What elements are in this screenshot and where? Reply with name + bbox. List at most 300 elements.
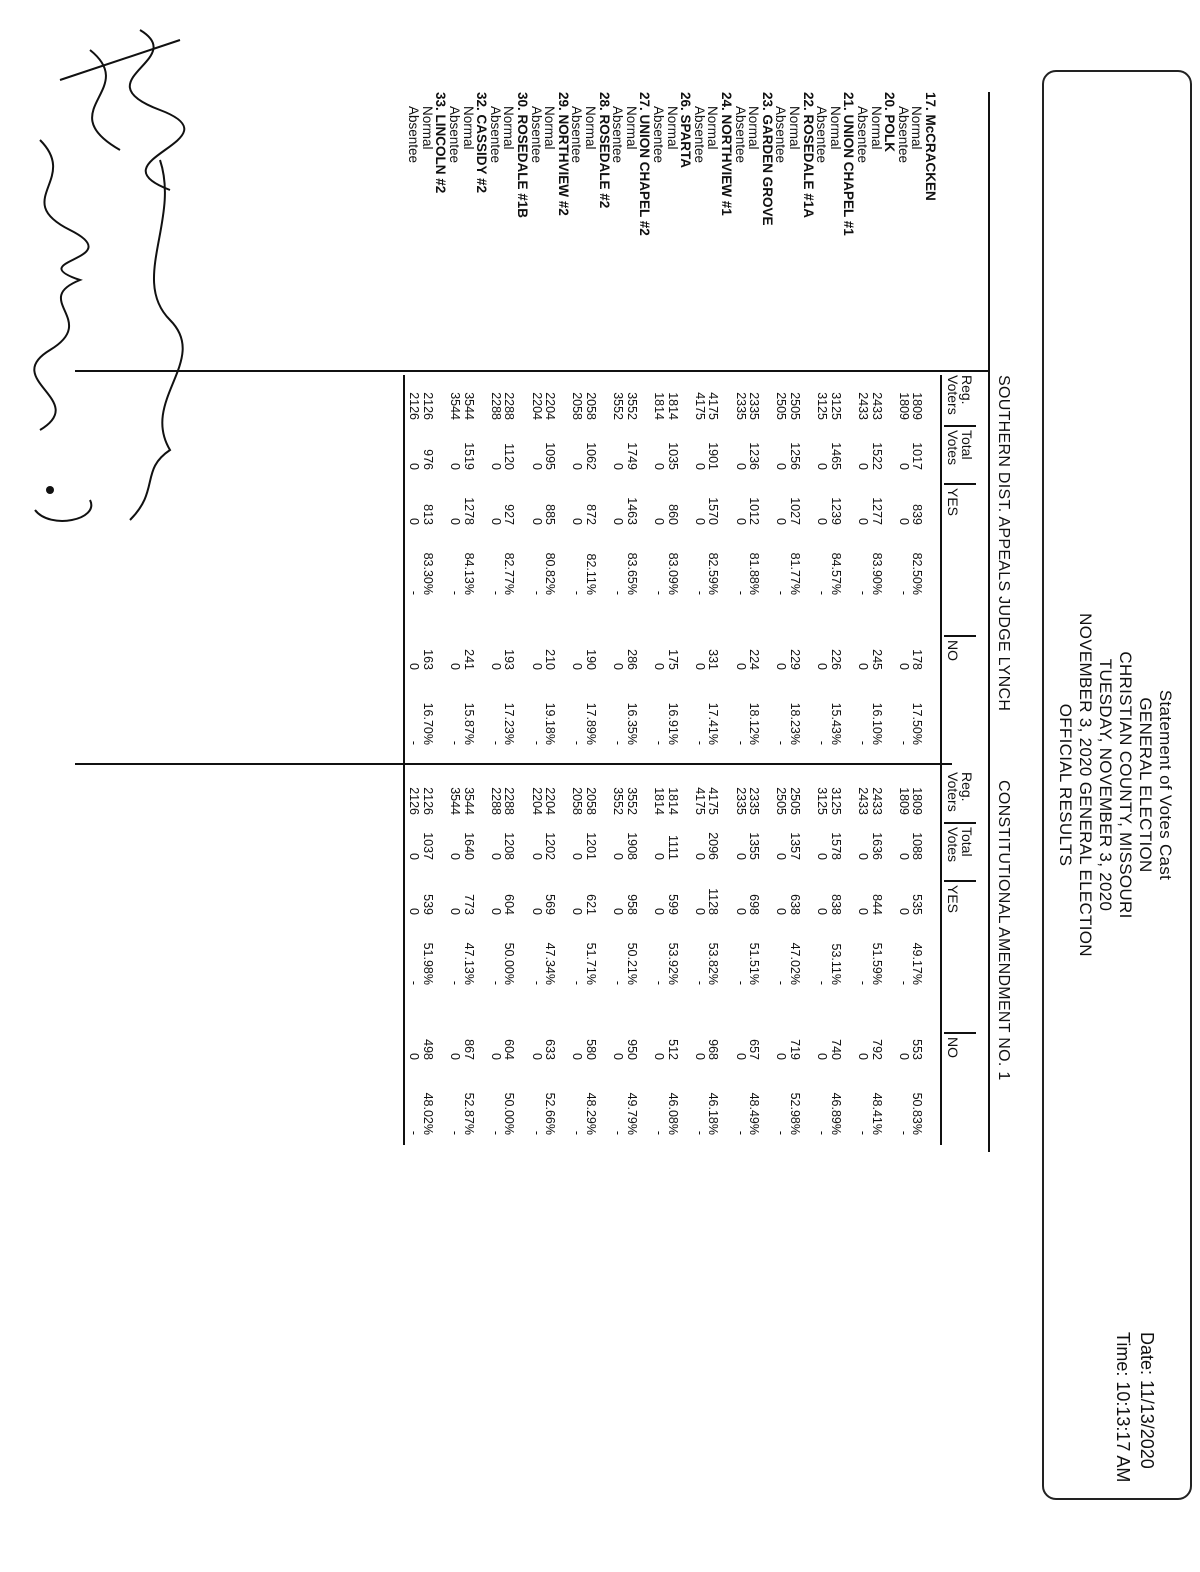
judge-lynch-no-votes: 0 bbox=[652, 663, 666, 670]
judge-lynch-no-percent: - bbox=[529, 740, 544, 745]
amendment-1-reg-voters: 3125 bbox=[828, 787, 843, 815]
amendment-1-no-votes: 719 bbox=[788, 1039, 802, 1060]
judge-lynch-yes-percent: - bbox=[570, 590, 585, 595]
judge-lynch-no-percent: - bbox=[570, 740, 585, 745]
amendment-1-reg-voters: 1814 bbox=[652, 787, 666, 815]
judge-lynch-yes-votes: 1463 bbox=[624, 497, 639, 525]
judge-lynch-yes-percent: 82.77% bbox=[502, 552, 517, 595]
amendment-1-yes-votes: 958 bbox=[624, 894, 639, 915]
judge-lynch-yes-votes: 0 bbox=[856, 518, 870, 525]
judge-lynch-reg-voters: 4175 bbox=[692, 392, 707, 420]
judge-lynch-no-votes: 226 bbox=[828, 649, 843, 670]
judge-lynch-total-votes: 1522 bbox=[869, 442, 884, 470]
judge-lynch-no-percent: 15.87% bbox=[461, 702, 476, 745]
judge-lynch-no-percent: - bbox=[733, 740, 748, 745]
judge-lynch-no-votes: 245 bbox=[869, 649, 884, 670]
amendment-1-no-percent: - bbox=[774, 1130, 789, 1135]
judge-lynch-yes-votes: 0 bbox=[692, 518, 707, 525]
amendment-1-reg-voters: 2058 bbox=[570, 787, 585, 815]
amendment-1-reg-voters: 1814 bbox=[665, 787, 680, 815]
amendment-1-yes-percent: - bbox=[652, 980, 666, 985]
judge-lynch-total-votes: 1017 bbox=[910, 442, 925, 470]
amendment-1-total-votes: 1357 bbox=[788, 832, 802, 860]
judge-lynch-yes-percent: - bbox=[611, 590, 626, 595]
election-day: TUESDAY, NOVEMBER 3, 2020 bbox=[1096, 658, 1115, 912]
amendment-1-total-votes: 0 bbox=[611, 853, 626, 860]
contest-title-judge-lynch: SOUTHERN DIST. APPEALS JUDGE LYNCH bbox=[995, 375, 1012, 712]
judge-lynch-yes-votes: 1012 bbox=[747, 497, 762, 525]
amendment-1-total-votes: 1111 bbox=[665, 834, 680, 860]
amendment-1-no-percent: 48.02% bbox=[420, 1092, 435, 1135]
amendment-1-no-percent: 48.29% bbox=[584, 1092, 598, 1135]
judge-lynch-total-votes: 0 bbox=[529, 463, 544, 470]
amendment-1-yes-votes: 621 bbox=[584, 894, 598, 915]
amendment-1-no-percent: 52.87% bbox=[461, 1092, 476, 1135]
handwritten-signatures bbox=[0, 20, 200, 540]
judge-lynch-yes-votes: 0 bbox=[733, 518, 748, 525]
contest1-header-voters: Voters bbox=[945, 375, 961, 415]
amendment-1-no-percent: 52.66% bbox=[543, 1092, 558, 1135]
judge-lynch-no-votes: 0 bbox=[611, 663, 626, 670]
amendment-1-total-votes: 0 bbox=[815, 853, 830, 860]
judge-lynch-yes-percent: 83.09% bbox=[665, 552, 680, 595]
judge-lynch-total-votes: 1236 bbox=[747, 442, 762, 470]
judge-lynch-yes-votes: 0 bbox=[448, 518, 462, 525]
judge-lynch-total-votes: 0 bbox=[488, 463, 503, 470]
judge-lynch-reg-voters: 2433 bbox=[869, 392, 884, 420]
judge-lynch-no-percent: - bbox=[856, 740, 870, 745]
judge-lynch-reg-voters: 2288 bbox=[488, 392, 503, 420]
judge-lynch-yes-votes: 0 bbox=[896, 518, 911, 525]
amendment-1-yes-percent: - bbox=[774, 980, 789, 985]
judge-lynch-reg-voters: 1809 bbox=[910, 392, 925, 420]
judge-lynch-no-percent: 16.70% bbox=[420, 702, 435, 745]
amendment-1-no-percent: 48.41% bbox=[869, 1092, 884, 1135]
row-label-absentee: Absentee bbox=[691, 106, 707, 164]
judge-lynch-no-percent: 16.91% bbox=[665, 702, 680, 745]
judge-lynch-total-votes: 0 bbox=[856, 463, 870, 470]
judge-lynch-total-votes: 1465 bbox=[828, 442, 843, 470]
judge-lynch-reg-voters: 1809 bbox=[896, 392, 911, 420]
judge-lynch-no-votes: 163 bbox=[420, 649, 435, 670]
judge-lynch-yes-percent: - bbox=[815, 590, 830, 595]
judge-lynch-yes-percent: - bbox=[652, 590, 666, 595]
amendment-1-no-percent: 50.83% bbox=[910, 1092, 925, 1135]
judge-lynch-no-votes: 210 bbox=[543, 649, 558, 670]
judge-lynch-yes-percent: - bbox=[448, 590, 462, 595]
amendment-1-total-votes: 1208 bbox=[502, 832, 517, 860]
amendment-1-yes-percent: 47.13% bbox=[461, 942, 476, 985]
amendment-1-yes-percent: 50.21% bbox=[624, 942, 639, 985]
amendment-1-no-percent: - bbox=[488, 1130, 503, 1135]
judge-lynch-total-votes: 976 bbox=[420, 449, 435, 470]
judge-lynch-yes-percent: - bbox=[856, 590, 870, 595]
judge-lynch-total-votes: 1256 bbox=[788, 442, 802, 470]
judge-lynch-no-votes: 0 bbox=[692, 663, 707, 670]
judge-lynch-reg-voters: 2335 bbox=[747, 392, 762, 420]
amendment-1-no-votes: 792 bbox=[869, 1039, 884, 1060]
judge-lynch-yes-percent: 81.88% bbox=[747, 552, 762, 595]
judge-lynch-yes-votes: 0 bbox=[570, 518, 585, 525]
judge-lynch-total-votes: 0 bbox=[407, 463, 422, 470]
amendment-1-yes-percent: - bbox=[733, 980, 748, 985]
contest2-header-votes: Votes bbox=[945, 827, 961, 863]
row-label-absentee: Absentee bbox=[569, 106, 585, 164]
contest-title-amendment-1: CONSTITUTIONAL AMENDMENT NO. 1 bbox=[995, 780, 1012, 1081]
amendment-1-no-percent: - bbox=[529, 1130, 544, 1135]
judge-lynch-reg-voters: 2126 bbox=[420, 392, 435, 420]
judge-lynch-no-votes: 0 bbox=[896, 663, 911, 670]
amendment-1-total-votes: 0 bbox=[856, 853, 870, 860]
amendment-1-no-votes: 0 bbox=[733, 1053, 748, 1060]
amendment-1-no-percent: 50.00% bbox=[502, 1092, 517, 1135]
judge-lynch-yes-percent: 80.82% bbox=[543, 552, 558, 595]
contest2-header-sep-c bbox=[944, 1032, 976, 1034]
judge-lynch-yes-percent: 82.11% bbox=[584, 553, 598, 595]
amendment-1-yes-percent: 53.82% bbox=[706, 942, 721, 985]
judge-lynch-total-votes: 1749 bbox=[624, 442, 639, 470]
judge-lynch-no-votes: 331 bbox=[706, 649, 721, 670]
amendment-1-yes-votes: 1128 bbox=[706, 888, 721, 915]
judge-lynch-reg-voters: 2505 bbox=[788, 392, 802, 420]
report-date: Date: 11/13/2020 bbox=[1137, 1332, 1157, 1469]
amendment-1-no-percent: 52.98% bbox=[788, 1092, 802, 1135]
judge-lynch-total-votes: 0 bbox=[733, 463, 748, 470]
row-label-normal: Normal bbox=[460, 106, 476, 150]
judge-lynch-no-percent: 17.50% bbox=[910, 702, 925, 745]
election-name: GENERAL ELECTION bbox=[1136, 697, 1155, 873]
amendment-1-reg-voters: 4175 bbox=[706, 787, 721, 815]
judge-lynch-no-percent: - bbox=[774, 740, 789, 745]
amendment-1-yes-votes: 0 bbox=[529, 908, 544, 915]
contest2-header-yes: YES bbox=[945, 885, 961, 914]
amendment-1-yes-votes: 0 bbox=[652, 908, 666, 915]
precinct-name: 32. CASSIDY #2 bbox=[474, 92, 490, 194]
judge-lynch-yes-votes: 1278 bbox=[461, 497, 476, 525]
judge-lynch-yes-percent: 83.30% bbox=[420, 552, 435, 595]
amendment-1-yes-percent: - bbox=[407, 980, 422, 985]
amendment-1-no-votes: 553 bbox=[910, 1039, 925, 1060]
judge-lynch-yes-votes: 1277 bbox=[869, 497, 884, 525]
amendment-1-no-percent: 46.08% bbox=[665, 1092, 680, 1135]
judge-lynch-no-votes: 0 bbox=[448, 663, 462, 670]
precinct-name: 33. LINCOLN #2 bbox=[433, 92, 449, 194]
amendment-1-no-votes: 0 bbox=[570, 1053, 585, 1060]
amendment-1-reg-voters: 2204 bbox=[529, 787, 544, 815]
amendment-1-yes-percent: 51.51% bbox=[747, 942, 762, 985]
amendment-1-no-percent: - bbox=[815, 1130, 830, 1135]
amendment-1-no-percent: 48.49% bbox=[747, 1092, 762, 1135]
judge-lynch-yes-percent: - bbox=[692, 590, 707, 595]
amendment-1-yes-percent: - bbox=[896, 980, 911, 985]
amendment-1-reg-voters: 3544 bbox=[461, 787, 476, 815]
judge-lynch-yes-percent: 83.90% bbox=[869, 552, 884, 595]
amendment-1-yes-votes: 773 bbox=[461, 894, 476, 915]
precinct-name: 20. POLK bbox=[882, 92, 898, 153]
amendment-1-reg-voters: 2433 bbox=[869, 787, 884, 815]
amendment-1-yes-percent: 53.92% bbox=[665, 942, 680, 985]
judge-lynch-yes-votes: 0 bbox=[652, 518, 666, 525]
amendment-1-total-votes: 1636 bbox=[869, 832, 884, 860]
judge-lynch-no-percent: 18.23% bbox=[788, 702, 802, 745]
judge-lynch-total-votes: 0 bbox=[570, 463, 585, 470]
judge-lynch-no-percent: 18.12% bbox=[747, 702, 762, 745]
amendment-1-no-percent: - bbox=[611, 1130, 626, 1135]
judge-lynch-no-percent: 16.35% bbox=[624, 702, 639, 745]
judge-lynch-yes-votes: 885 bbox=[543, 504, 558, 525]
amendment-1-total-votes: 0 bbox=[529, 853, 544, 860]
contest1-header-no: NO bbox=[945, 640, 961, 661]
judge-lynch-yes-votes: 1570 bbox=[706, 497, 721, 525]
row-label-absentee: Absentee bbox=[855, 106, 870, 164]
amendment-1-no-votes: 580 bbox=[584, 1039, 598, 1060]
election-title: NOVEMBER 3, 2020 GENERAL ELECTION bbox=[1076, 613, 1095, 957]
amendment-1-reg-voters: 2126 bbox=[407, 787, 422, 815]
judge-lynch-yes-percent: - bbox=[733, 590, 748, 595]
row-label-normal: Normal bbox=[827, 106, 843, 150]
precinct-name: 27. UNION CHAPEL #2 bbox=[637, 92, 653, 236]
amendment-1-reg-voters: 2335 bbox=[747, 787, 762, 815]
amendment-1-yes-votes: 0 bbox=[896, 908, 911, 915]
amendment-1-reg-voters: 2126 bbox=[420, 787, 435, 815]
judge-lynch-yes-votes: 0 bbox=[815, 518, 830, 525]
judge-lynch-reg-voters: 3544 bbox=[461, 392, 476, 420]
judge-lynch-yes-votes: 813 bbox=[420, 504, 435, 525]
amendment-1-yes-percent: 53.11% bbox=[828, 943, 843, 985]
amendment-1-yes-percent: - bbox=[856, 980, 870, 985]
judge-lynch-yes-percent: 81.77% bbox=[788, 552, 802, 595]
judge-lynch-yes-percent: 84.13% bbox=[461, 552, 476, 595]
contest1-header-sep-b bbox=[944, 483, 976, 485]
amendment-1-yes-percent: - bbox=[570, 980, 585, 985]
amendment-1-no-votes: 498 bbox=[420, 1039, 435, 1060]
amendment-1-yes-votes: 638 bbox=[788, 894, 802, 915]
amendment-1-yes-votes: 844 bbox=[869, 894, 884, 915]
amendment-1-total-votes: 1355 bbox=[747, 832, 762, 860]
judge-lynch-no-votes: 193 bbox=[502, 649, 517, 670]
judge-lynch-yes-percent: 82.59% bbox=[706, 552, 721, 595]
amendment-1-reg-voters: 2433 bbox=[856, 787, 870, 815]
judge-lynch-yes-votes: 0 bbox=[407, 518, 422, 525]
amendment-1-reg-voters: 2204 bbox=[543, 787, 558, 815]
amendment-1-yes-votes: 0 bbox=[448, 908, 462, 915]
amendment-1-no-votes: 0 bbox=[448, 1053, 462, 1060]
judge-lynch-yes-percent: 82.50% bbox=[910, 552, 925, 595]
amendment-1-total-votes: 1037 bbox=[420, 832, 435, 860]
amendment-1-yes-votes: 0 bbox=[611, 908, 626, 915]
contest1-header-sep-c bbox=[944, 635, 976, 637]
county-name: CHRISTIAN COUNTY, MISSOURI bbox=[1116, 651, 1135, 919]
amendment-1-yes-percent: - bbox=[611, 980, 626, 985]
amendment-1-yes-percent: 47.02% bbox=[788, 942, 802, 985]
amendment-1-yes-percent: - bbox=[815, 980, 830, 985]
amendment-1-reg-voters: 3544 bbox=[448, 787, 462, 815]
amendment-1-reg-voters: 1809 bbox=[910, 787, 925, 815]
amendment-1-total-votes: 1908 bbox=[624, 832, 639, 860]
amendment-1-total-votes: 2096 bbox=[706, 832, 721, 860]
amendment-1-yes-votes: 0 bbox=[856, 908, 870, 915]
contest1-header-votes: Votes bbox=[945, 430, 961, 466]
row-label-normal: Normal bbox=[501, 106, 517, 150]
amendment-1-total-votes: 0 bbox=[407, 853, 422, 860]
judge-lynch-no-percent: - bbox=[815, 740, 830, 745]
amendment-1-no-votes: 512 bbox=[665, 1039, 680, 1060]
amendment-1-yes-percent: 49.17% bbox=[910, 942, 925, 985]
judge-lynch-no-percent: 15.43% bbox=[828, 702, 843, 745]
label-column-rule bbox=[75, 370, 990, 372]
amendment-1-yes-votes: 0 bbox=[570, 908, 585, 915]
row-label-normal: Normal bbox=[623, 106, 639, 150]
row-label-normal: Normal bbox=[909, 106, 925, 150]
amendment-1-total-votes: 1640 bbox=[461, 832, 476, 860]
judge-lynch-reg-voters: 3544 bbox=[448, 392, 462, 420]
judge-lynch-no-percent: 17.41% bbox=[706, 702, 721, 745]
judge-lynch-no-votes: 178 bbox=[910, 649, 925, 670]
amendment-1-no-votes: 657 bbox=[747, 1039, 762, 1060]
table-top-rule bbox=[989, 92, 991, 1152]
row-label-absentee: Absentee bbox=[651, 106, 666, 164]
precinct-name: 22. ROSEDALE #1A bbox=[800, 92, 816, 219]
amendment-1-yes-percent: 51.59% bbox=[869, 942, 884, 985]
contest2-header-sep-a bbox=[944, 822, 976, 824]
judge-lynch-yes-votes: 872 bbox=[584, 504, 598, 525]
precinct-name: 23. GARDEN GROVE bbox=[759, 92, 775, 226]
judge-lynch-no-percent: - bbox=[611, 740, 626, 745]
judge-lynch-total-votes: 1095 bbox=[543, 442, 558, 470]
amendment-1-no-votes: 0 bbox=[407, 1053, 422, 1060]
amendment-1-yes-votes: 535 bbox=[910, 894, 925, 915]
contest1-header-sep-a bbox=[944, 425, 976, 427]
judge-lynch-no-votes: 0 bbox=[529, 663, 544, 670]
amendment-1-yes-percent: 50.00% bbox=[502, 942, 517, 985]
contest2-header-voters: Voters bbox=[945, 772, 961, 812]
amendment-1-yes-percent: 47.34% bbox=[543, 942, 558, 985]
judge-lynch-yes-votes: 860 bbox=[665, 504, 680, 525]
judge-lynch-reg-voters: 2058 bbox=[570, 392, 585, 420]
amendment-1-no-votes: 0 bbox=[856, 1053, 870, 1060]
amendment-1-no-votes: 0 bbox=[896, 1053, 911, 1060]
amendment-1-no-percent: - bbox=[733, 1130, 748, 1135]
amendment-1-no-votes: 968 bbox=[706, 1039, 721, 1060]
judge-lynch-reg-voters: 2126 bbox=[407, 392, 422, 420]
judge-lynch-no-percent: - bbox=[488, 740, 503, 745]
amendment-1-no-percent: - bbox=[407, 1130, 422, 1135]
judge-lynch-total-votes: 1035 bbox=[665, 442, 680, 470]
row-label-normal: Normal bbox=[746, 106, 762, 150]
amendment-1-reg-voters: 2335 bbox=[733, 787, 748, 815]
row-label-absentee: Absentee bbox=[406, 106, 422, 164]
contest2-header-no: NO bbox=[945, 1037, 961, 1058]
table-header-rule bbox=[941, 375, 943, 1145]
amendment-1-total-votes: 0 bbox=[652, 853, 666, 860]
judge-lynch-yes-votes: 0 bbox=[488, 518, 503, 525]
table-bottom-rule bbox=[403, 375, 405, 1145]
judge-lynch-total-votes: 0 bbox=[652, 463, 666, 470]
amendment-1-no-percent: 46.89% bbox=[828, 1092, 843, 1135]
amendment-1-yes-votes: 0 bbox=[733, 908, 748, 915]
contest2-header-total: Total bbox=[959, 827, 975, 857]
judge-lynch-reg-voters: 2433 bbox=[856, 392, 870, 420]
amendment-1-yes-percent: 51.71% bbox=[584, 942, 598, 985]
amendment-1-reg-voters: 3125 bbox=[815, 787, 830, 815]
judge-lynch-reg-voters: 3125 bbox=[828, 392, 843, 420]
amendment-1-reg-voters: 4175 bbox=[692, 787, 707, 815]
amendment-1-total-votes: 0 bbox=[488, 853, 503, 860]
amendment-1-yes-votes: 0 bbox=[815, 908, 830, 915]
judge-lynch-no-votes: 286 bbox=[624, 649, 639, 670]
judge-lynch-yes-votes: 1027 bbox=[788, 497, 802, 525]
amendment-1-yes-votes: 0 bbox=[488, 908, 503, 915]
amendment-1-total-votes: 0 bbox=[896, 853, 911, 860]
judge-lynch-reg-voters: 2505 bbox=[774, 392, 789, 420]
amendment-1-no-percent: - bbox=[652, 1130, 666, 1135]
judge-lynch-reg-voters: 2058 bbox=[584, 392, 598, 420]
amendment-1-no-votes: 950 bbox=[624, 1039, 639, 1060]
amendment-1-no-percent: - bbox=[896, 1130, 911, 1135]
judge-lynch-no-percent: - bbox=[896, 740, 911, 745]
row-label-normal: Normal bbox=[787, 106, 802, 150]
judge-lynch-reg-voters: 1814 bbox=[652, 392, 666, 420]
row-label-absentee: Absentee bbox=[773, 106, 789, 164]
results-status: OFFICIAL RESULTS bbox=[1056, 703, 1075, 867]
row-label-absentee: Absentee bbox=[447, 106, 462, 164]
amendment-1-yes-votes: 604 bbox=[502, 894, 517, 915]
precinct-name: 21. UNION CHAPEL #1 bbox=[841, 92, 857, 236]
row-label-normal: Normal bbox=[705, 106, 721, 150]
judge-lynch-no-votes: 0 bbox=[570, 663, 585, 670]
amendment-1-total-votes: 0 bbox=[733, 853, 748, 860]
amendment-1-no-percent: - bbox=[448, 1130, 462, 1135]
judge-lynch-reg-voters: 1814 bbox=[665, 392, 680, 420]
amendment-1-yes-votes: 0 bbox=[692, 908, 707, 915]
amendment-1-yes-percent: - bbox=[529, 980, 544, 985]
precinct-name: 17. McCRACKEN bbox=[923, 92, 938, 201]
judge-lynch-total-votes: 1062 bbox=[584, 442, 598, 470]
amendment-1-total-votes: 0 bbox=[570, 853, 585, 860]
amendment-1-total-votes: 1088 bbox=[910, 832, 925, 860]
amendment-1-no-percent: - bbox=[692, 1130, 707, 1135]
amendment-1-total-votes: 0 bbox=[448, 853, 462, 860]
amendment-1-reg-voters: 3552 bbox=[624, 787, 639, 815]
judge-lynch-no-votes: 0 bbox=[774, 663, 789, 670]
amendment-1-reg-voters: 2058 bbox=[584, 787, 598, 815]
amendment-1-reg-voters: 2288 bbox=[488, 787, 503, 815]
amendment-1-yes-percent: 51.98% bbox=[420, 942, 435, 985]
contest1-header-reg: Reg. bbox=[959, 375, 975, 405]
amendment-1-no-percent: - bbox=[570, 1130, 585, 1135]
judge-lynch-yes-percent: - bbox=[407, 590, 422, 595]
judge-lynch-reg-voters: 2204 bbox=[529, 392, 544, 420]
row-label-normal: Normal bbox=[542, 106, 558, 150]
judge-lynch-reg-voters: 4175 bbox=[706, 392, 721, 420]
amendment-1-yes-percent: - bbox=[448, 980, 462, 985]
judge-lynch-no-votes: 0 bbox=[733, 663, 748, 670]
judge-lynch-no-percent: 17.23% bbox=[502, 702, 517, 745]
amendment-1-reg-voters: 3552 bbox=[611, 787, 626, 815]
judge-lynch-yes-percent: 83.65% bbox=[624, 552, 639, 595]
judge-lynch-yes-percent: 84.57% bbox=[828, 552, 843, 595]
amendment-1-yes-percent: - bbox=[692, 980, 707, 985]
amendment-1-yes-percent: - bbox=[488, 980, 503, 985]
row-label-normal: Normal bbox=[868, 106, 884, 150]
judge-lynch-reg-voters: 3552 bbox=[611, 392, 626, 420]
judge-lynch-total-votes: 0 bbox=[896, 463, 911, 470]
report-title: Statement of Votes Cast bbox=[1156, 689, 1175, 881]
judge-lynch-no-percent: 17.89% bbox=[584, 702, 598, 745]
judge-lynch-no-percent: - bbox=[652, 740, 666, 745]
judge-lynch-total-votes: 0 bbox=[774, 463, 789, 470]
judge-lynch-yes-percent: - bbox=[896, 590, 911, 595]
